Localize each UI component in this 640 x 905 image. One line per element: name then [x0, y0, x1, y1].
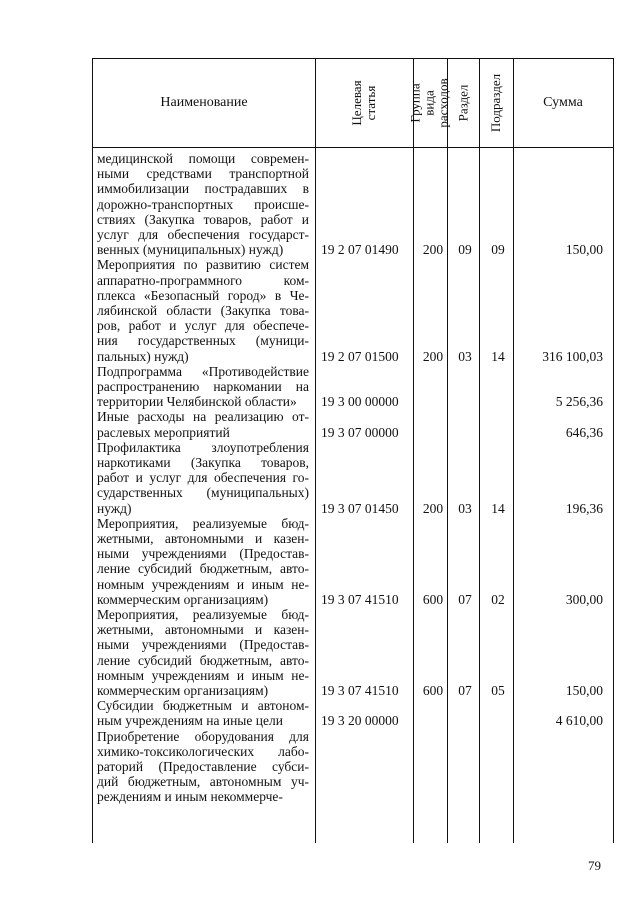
row-amount: 316 100,03: [542, 348, 603, 364]
row-section: 03: [458, 500, 472, 516]
row-name-line: дорожно-транспортных происше-: [97, 196, 309, 212]
row-section: 03: [458, 348, 472, 364]
row-name-line: жетными, автономными и казен-: [97, 622, 309, 638]
row-name: [97, 729, 309, 805]
row-name-line: реждениям и иным некоммерче-: [97, 789, 283, 805]
row-name-line: услуг для обеспечения государст-: [97, 227, 309, 243]
row-target-article: 19 3 07 41510: [321, 591, 399, 607]
column-header-section-label: Раздел: [455, 84, 470, 122]
row-name: [97, 607, 309, 698]
column-header-section: [447, 59, 479, 147]
row-target-article: 19 2 07 01500: [321, 348, 399, 364]
row-name-line: ными учреждениями (Предостав-: [97, 546, 309, 562]
row-name-line: ров, работ и услуг для обеспече-: [97, 318, 309, 334]
row-name-line: ление субсидий бюджетным, авто-: [97, 652, 309, 668]
row-amount: 4 610,00: [555, 713, 603, 729]
row-subsection: 14: [491, 348, 505, 364]
row-name: [97, 516, 309, 607]
row-amount: 300,00: [565, 591, 603, 607]
row-name-line: венных (муниципальных) нужд): [97, 242, 284, 258]
row-subsection: 05: [491, 683, 505, 698]
column-header-expense-group-label: Группа вида расходов: [408, 78, 451, 128]
column-divider: [447, 59, 448, 843]
row-subsection: 02: [491, 591, 505, 607]
row-section: 07: [458, 591, 472, 607]
column-header-name: Наименование: [160, 95, 248, 110]
row-target-article: 19 2 07 01490: [321, 242, 399, 258]
row-name: [97, 151, 309, 257]
row-amount: 150,00: [565, 683, 603, 698]
row-amount: 150,00: [565, 242, 603, 258]
row-name-line: Мероприятия, реализуемые бюд-: [97, 607, 309, 622]
row-name-line: пальных) нужд): [97, 348, 189, 364]
row-expense-group: 200: [422, 500, 444, 516]
row-expense-group: 600: [422, 591, 444, 607]
row-name-line: коммерческим организациям): [97, 683, 269, 699]
row-name-line: дий бюджетным, автономным уч-: [97, 774, 309, 790]
row-name-line: ными учреждениями (Предостав-: [97, 637, 309, 653]
row-name-line: жетными, автономными и казен-: [97, 531, 309, 546]
row-name: [97, 257, 309, 363]
header-divider: [93, 147, 613, 148]
row-name-line: Субсидии бюджетным и автоном-: [97, 698, 309, 714]
row-target-article: 19 3 07 00000: [321, 424, 399, 440]
page-number: 79: [588, 858, 601, 873]
row-name: [97, 440, 309, 516]
row-name-line: ным учреждениям на иные цели: [97, 713, 283, 729]
row-target-article: 19 3 00 00000: [321, 394, 399, 410]
row-name-line: Приобретение оборудования для: [97, 728, 309, 744]
row-name-line: нужд): [97, 500, 132, 516]
row-name-line: ния государственных (муници-: [97, 333, 309, 349]
row-name-line: работ и услуг для обеспечения го-: [97, 470, 309, 486]
row-name-line: Подпрограмма «Противодействие: [97, 363, 309, 379]
budget-table: [92, 58, 614, 843]
column-header-target-article-label: Целевая статья: [349, 80, 378, 126]
row-name-line: раторий (Предоставление субси-: [97, 759, 309, 774]
row-section: 07: [458, 683, 472, 698]
row-name-line: Профилактика злоупотребления: [97, 439, 309, 455]
row-expense-group: 600: [422, 683, 444, 698]
row-name-line: Мероприятия по развитию систем: [97, 257, 309, 273]
row-name-line: территории Челябинской области»: [97, 394, 297, 410]
row-name-line: ствиях (Закупка товаров, работ и: [97, 211, 309, 227]
column-divider: [315, 59, 316, 843]
row-amount: 196,36: [565, 500, 603, 516]
column-header-expense-group: [408, 59, 451, 147]
row-expense-group: 200: [422, 242, 444, 258]
row-name: [97, 409, 309, 439]
row-name-line: медицинской помощи современ-: [97, 151, 309, 166]
column-header-subsection: [479, 59, 513, 147]
row-section: 09: [458, 242, 472, 258]
row-name-line: номным учреждениям и иным не-: [97, 576, 309, 592]
row-name-line: номным учреждениям и иным не-: [97, 667, 309, 683]
column-divider: [513, 59, 514, 843]
column-header-sum: Сумма: [543, 95, 583, 110]
row-target-article: 19 3 07 01450: [321, 500, 399, 516]
row-name: [97, 698, 309, 728]
row-name-line: наркотиками (Закупка товаров,: [97, 455, 309, 470]
row-amount: 646,36: [565, 424, 603, 440]
row-name-line: иммобилизации пострадавших в: [97, 181, 309, 197]
row-name: [97, 364, 309, 410]
row-expense-group: 200: [422, 348, 444, 364]
row-subsection: 09: [491, 242, 505, 258]
column-header-subsection-label: Подраздел: [488, 73, 504, 133]
row-amount: 5 256,36: [555, 394, 603, 410]
row-name-line: коммерческим организациям): [97, 591, 269, 607]
row-name-line: аппаратно-программного ком-: [97, 272, 309, 288]
row-name-line: раслевых мероприятий: [97, 424, 230, 440]
column-header-target-article: [315, 59, 413, 147]
column-divider: [479, 59, 480, 843]
row-name-line: Мероприятия, реализуемые бюд-: [97, 515, 309, 531]
row-name-line: распространению наркомании на: [97, 379, 309, 394]
row-name-line: лябинской области (Закупка това-: [97, 303, 309, 318]
row-target-article: 19 3 20 00000: [321, 713, 399, 729]
column-divider: [413, 59, 414, 843]
row-subsection: 14: [491, 500, 505, 516]
row-name-line: химико-токсикологических лабо-: [97, 743, 309, 759]
row-name-line: Иные расходы на реализацию от-: [97, 409, 309, 425]
row-name-line: плекса «Безопасный город» в Че-: [97, 287, 309, 303]
row-name-line: сударственных (муниципальных): [97, 485, 309, 501]
row-name-line: ление субсидий бюджетным, авто-: [97, 561, 309, 577]
row-target-article: 19 3 07 41510: [321, 683, 399, 698]
row-name-line: ными средствами транспортной: [97, 166, 309, 182]
